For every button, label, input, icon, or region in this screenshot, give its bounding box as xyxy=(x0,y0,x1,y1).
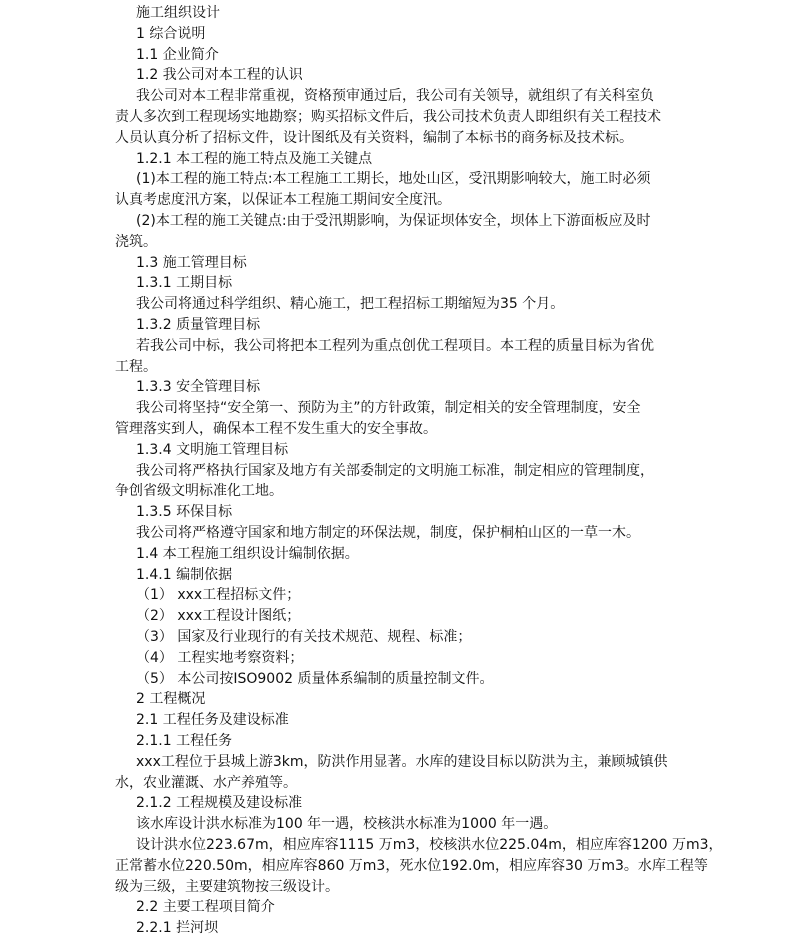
text-line: （4） 工程实地考察资料； xyxy=(136,649,304,666)
text-line: (2)本工程的施工关键点:由于受汛期影响，为保证坝体安全，坝体上下游面板应及时 xyxy=(136,213,651,229)
text-line: 我公司将通过科学组织、精心施工，把工程招标工期缩短为35 个月。 xyxy=(136,296,565,313)
text-line: 我公司对本工程非常重视，资格预审通过后，我公司有关领导，就组织了有关科室负 xyxy=(136,88,654,105)
text-line: 2.1.2 工程规模及建设标准 xyxy=(136,795,303,812)
text-line: 1.3.2 质量管理目标 xyxy=(136,317,261,333)
text-line: 我公司将严格遵守国家和地方制定的环保法规，制度，保护桐柏山区的一草一木。 xyxy=(136,525,640,541)
text-line: 1.3.4 文明施工管理目标 xyxy=(136,441,289,458)
text-line: 责人多次到工程现场实地勘察；购买招标文件后，我公司技术负责人即组织有关工程技术 xyxy=(115,109,661,125)
text-line: 若我公司中标，我公司将把本工程列为重点创优工程项目。本工程的质量目标为省优 xyxy=(136,337,654,354)
text-line: 1.3.3 安全管理目标 xyxy=(136,379,261,396)
text-line: 1 综合说明 xyxy=(136,25,206,42)
text-line: 我公司将严格执行国家及地方有关部委制定的文明施工标准，制定相应的管理制度， xyxy=(136,462,654,479)
text-line: 该水库设计洪水标准为100 年一遇，校核洪水标准为1000 年一遇。 xyxy=(136,816,558,833)
text-line: 水，农业灌溉、水产养殖等。 xyxy=(115,774,297,791)
text-line: 2.2.1 拦河坝 xyxy=(136,920,219,937)
text-line: （3） 国家及行业现行的有关技术规范、规程、标准； xyxy=(136,629,472,645)
text-line: 正常蓄水位220.50m，相应库容860 万m3，死水位192.0m，相应库容30 万m3。水库工程等 xyxy=(115,857,708,874)
text-line: 1.3 施工管理目标 xyxy=(136,254,247,271)
text-line: 2.1 工程任务及建设标准 xyxy=(136,712,289,729)
text-line: 2 工程概况 xyxy=(136,691,206,708)
text-line: 2.2 主要工程项目简介 xyxy=(136,899,275,916)
text-line: 1.1 企业简介 xyxy=(136,46,219,63)
text-line: 设计洪水位223.67m，相应库容1115 万m3，校核洪水位225.04m，相应库容1200 万m3， xyxy=(136,837,723,853)
text-line: 我公司将坚持“安全第一、预防为主”的方针政策，制定相关的安全管理制度，安全 xyxy=(136,400,641,417)
text-line: 浇筑。 xyxy=(115,233,157,250)
text-line: 认真考虑度汛方案，以保证本工程施工期间安全度汛。 xyxy=(115,192,451,209)
text-line: xxx工程位于县城上游3km，防洪作用显著。水库的建设目标以防洪为主，兼顾城镇供 xyxy=(136,753,668,770)
text-line: （1） xxx工程招标文件； xyxy=(136,587,301,604)
text-line: 管理落实到人，确保本工程不发生重大的安全事故。 xyxy=(115,421,437,437)
text-line: 1.4 本工程施工组织设计编制依据。 xyxy=(136,545,359,562)
text-line: 1.2 我公司对本工程的认识 xyxy=(136,67,303,84)
text-line: 1.4.1 编制依据 xyxy=(136,566,233,583)
text-line: 工程。 xyxy=(115,358,157,375)
text-line: 施工组织设计 xyxy=(136,5,220,21)
text-line: 争创省级文明标准化工地。 xyxy=(115,483,283,500)
text-line: 1.3.1 工期目标 xyxy=(136,275,233,292)
text-line: 1.2.1 本工程的施工特点及施工关键点 xyxy=(136,150,373,167)
text-line: 2.1.1 工程任务 xyxy=(136,733,233,749)
text-line: （5） 本公司按ISO9002 质量体系编制的质量控制文件。 xyxy=(136,670,494,687)
text-line: 1.3.5 环保目标 xyxy=(136,504,233,521)
text-line: （2） xxx工程设计图纸； xyxy=(136,608,301,625)
text-line: (1)本工程的施工特点:本工程施工工期长，地处山区，受汛期影响较大，施工时必须 xyxy=(136,171,651,188)
text-line: 级为三级，主要建筑物按三级设计。 xyxy=(115,878,339,895)
text-line: 人员认真分析了招标文件，设计图纸及有关资料，编制了本标书的商务标及技术标。 xyxy=(115,129,633,146)
